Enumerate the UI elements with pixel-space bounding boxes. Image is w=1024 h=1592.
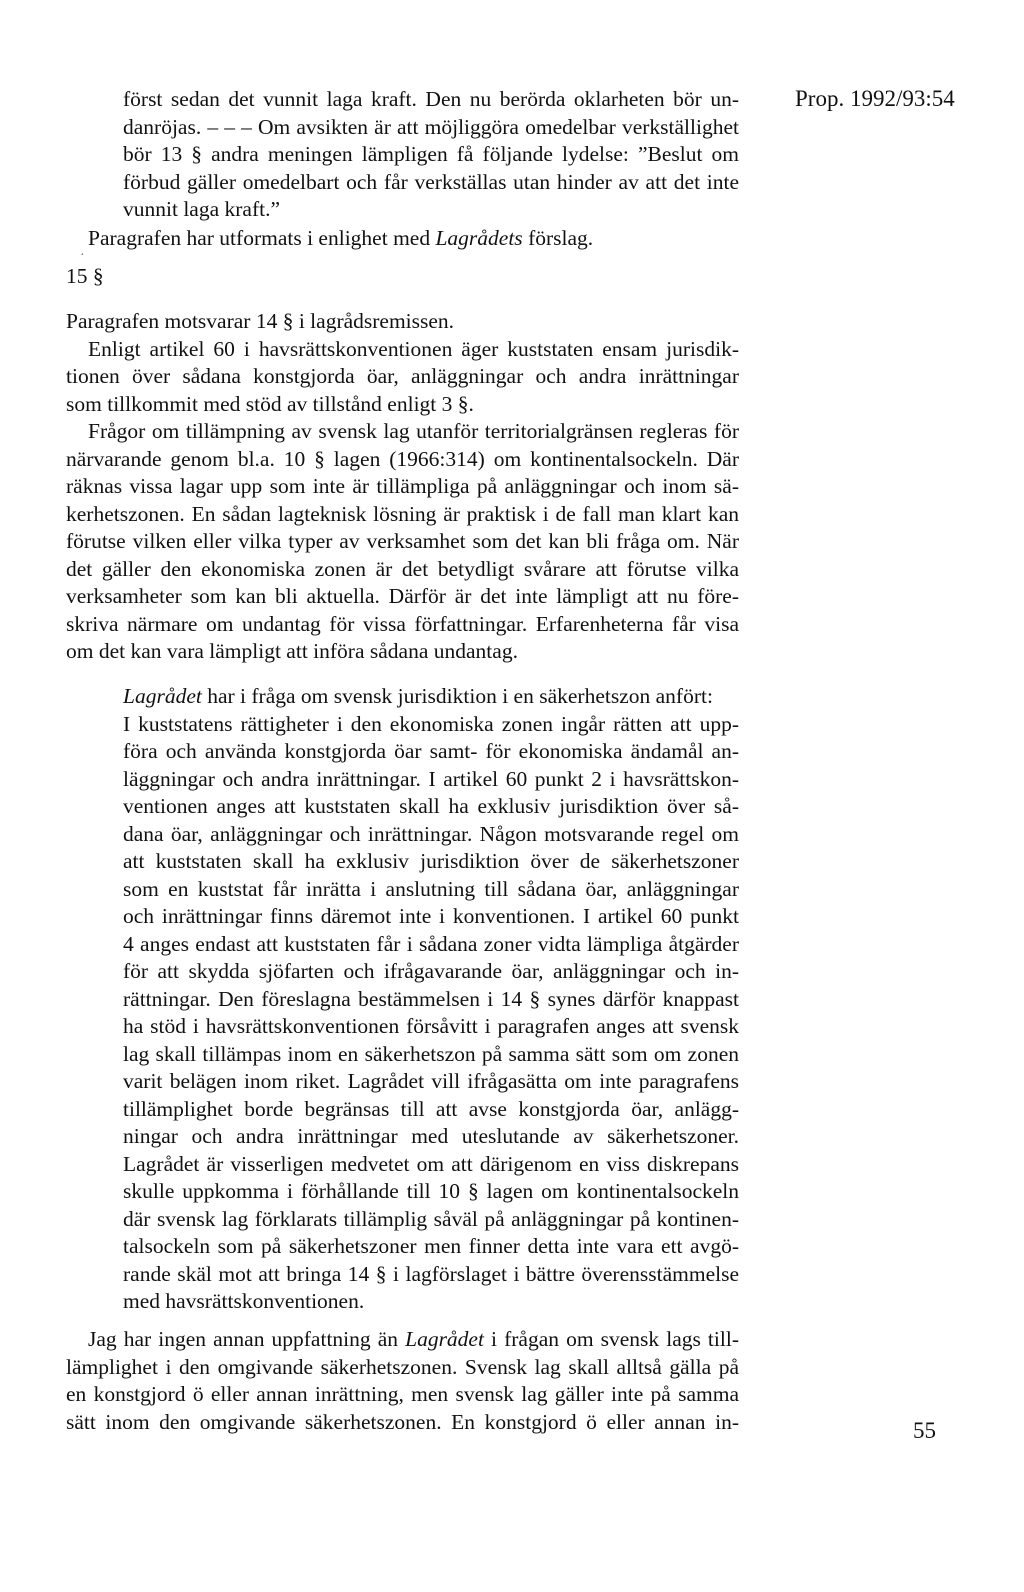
- text-line: för att skydda sjöfarten och ifrågavarande öar, anläggningar och in-: [123, 959, 739, 983]
- text-line: bör 13 § andra meningen lämpligen få följande lydelse: ”Beslut om: [123, 142, 739, 166]
- document-reference: Prop. 1992/93:54: [795, 86, 955, 111]
- text-line: I kuststatens rättigheter i den ekonomiska zonen ingår rätten att upp-: [123, 711, 739, 736]
- note-italic: Lagrådets: [435, 226, 523, 250]
- text-line: dana öar, anläggningar och inrättningar. Någon motsvarande regel om: [123, 821, 739, 846]
- text-line: Lagrådet är visserligen medvetet om att därigenom en viss diskrepans: [123, 1151, 739, 1176]
- text-line: 4 anges endast att kuststaten får i sådana zoner vidta lämpliga åtgärder: [123, 931, 739, 956]
- body-text: [66, 308, 739, 666]
- text-line: där svensk lag förklarats tillämplig såväl på anläggningar på kontinen-: [123, 1206, 739, 1231]
- closing-text-start: Jag har ingen annan uppfattning än: [88, 1327, 406, 1351]
- lagradet-quote: [123, 683, 739, 1316]
- text-line: förbud gäller omedelbart och får verkställas utan hinder av att det inte: [123, 169, 739, 194]
- text-line: och inrättningar finns däremot inte i konventionen. I artikel 60 punkt: [123, 904, 739, 928]
- text-line: läggningar och andra inrättningar. I artikel 60 punkt 2 i havsrättskon-: [123, 766, 739, 791]
- text-line: verksamheter som kan bli aktuella. Därför är det inte lämpligt att nu före-: [66, 584, 739, 608]
- text-line: [88, 225, 748, 253]
- text-line: rättningar. Den föreslagna bestämmelsen i 14 § synes därför knappast: [123, 986, 739, 1011]
- top-quote: [123, 86, 739, 224]
- text-line: om det kan vara lämpligt att införa sådana undantag.: [66, 639, 518, 663]
- text-line: sätt inom den omgivande säkerhetszonen. En konstgjord ö eller annan in-: [66, 1409, 739, 1434]
- text-line: Enligt artikel 60 i havsrättskonventionen äger kuststaten ensam jurisdik-: [88, 336, 739, 361]
- closing-text: [66, 1326, 739, 1436]
- text-line: tillämplighet borde begränsas till att avse konstgjorda öar, anlägg-: [123, 1096, 739, 1121]
- text-line: det gäller den ekonomiska zonen är det betydligt svårare att förutse vilka: [66, 556, 739, 581]
- text-line: att kuststaten skall ha exklusiv jurisdiktion över de säkerhetszoner: [123, 849, 739, 873]
- paragraf-note: [88, 225, 748, 253]
- text-line: föra och använda konstgjorda öar samt- för ekonomiska ändamål an-: [123, 739, 739, 763]
- text-line: skulle uppkomma i förhållande till 10 § lagen om kontinentalsockeln: [123, 1179, 739, 1203]
- text-line: som tillkommit med stöd av tillstånd enligt 3 §.: [66, 391, 474, 416]
- text-line: en konstgjord ö eller annan inrättning, men svensk lag gäller inte på samma: [66, 1382, 739, 1406]
- text-line: varit belägen inom riket. Lagrådet vill ifrågasätta om inte paragrafens: [123, 1069, 739, 1093]
- text-line: först sedan det vunnit laga kraft. Den nu berörda oklarheten bör un-: [123, 87, 739, 111]
- text-line: ningar och andra inrättningar med uteslutande av säkerhetszoner.: [123, 1124, 739, 1148]
- note-text: Paragrafen har utformats i enlighet med: [88, 226, 436, 250]
- text-line: vunnit laga kraft.”: [123, 197, 281, 221]
- section-heading: 15 §: [66, 264, 104, 288]
- closing-italic: Lagrådet: [405, 1327, 484, 1351]
- text-line: med havsrättskonventionen.: [123, 1289, 365, 1313]
- text-line: lag skall tillämpas inom en säkerhetszon på samma sätt som om zonen: [123, 1041, 739, 1066]
- text-line: [66, 1326, 739, 1354]
- scan-mark: ·: [80, 248, 85, 263]
- text-line: ventionen anges att kuststaten skall ha exklusiv jurisdiktion över så-: [123, 794, 739, 818]
- text-line: danröjas. – – – Om avsikten är att möjliggöra omedelbar verkställighet: [123, 114, 739, 139]
- text-line: rande skäl mot att bringa 14 § i lagförslaget i bättre överensstämmelse: [123, 1261, 739, 1286]
- page-number: 55: [913, 1418, 936, 1443]
- text-line: lämplighet i den omgivande säkerhetszonen. Svensk lag skall alltså gälla på: [66, 1354, 739, 1379]
- lagradet-intro-text: har i fråga om svensk jurisdiktion i en säkerhetszon anfört:: [201, 684, 713, 708]
- text-line: skriva närmare om undantag för vissa författningar. Erfarenheterna får visa: [66, 611, 739, 636]
- lagradet-italic: Lagrådet: [123, 684, 202, 708]
- text-line: tionen över sådana konstgjorda öar, anläggningar och andra inrättningar: [66, 364, 739, 388]
- note-text-end: förslag.: [522, 226, 594, 250]
- text-line: talsockeln som på säkerhetszoner men finner detta inte vara ett avgö-: [123, 1234, 739, 1258]
- text-line: Paragrafen motsvarar 14 § i lagrådsremissen.: [66, 309, 455, 333]
- text-line: som en kuststat får inrätta i anslutning till sådana öar, anläggningar: [123, 876, 739, 901]
- text-line: räknas vissa lagar upp som inte är tillämpliga på anläggningar och inom sä-: [66, 474, 739, 498]
- text-line: närvarande genom bl.a. 10 § lagen (1966:314) om kontinentalsockeln. Där: [66, 446, 739, 471]
- closing-text-end: i frågan om svensk lags till-: [483, 1327, 739, 1351]
- text-line: Frågor om tillämpning av svensk lag utanför territorialgränsen regleras för: [88, 419, 739, 443]
- text-line: [123, 683, 739, 711]
- text-line: ha stöd i havsrättskonventionen försåvitt i paragrafen anges att svensk: [123, 1014, 739, 1038]
- text-line: kerhetszonen. En sådan lagteknisk lösning är praktisk i de fall man klart kan: [66, 501, 739, 526]
- text-line: förutse vilken eller vilka typer av verksamhet som det kan bli fråga om. När: [66, 529, 739, 553]
